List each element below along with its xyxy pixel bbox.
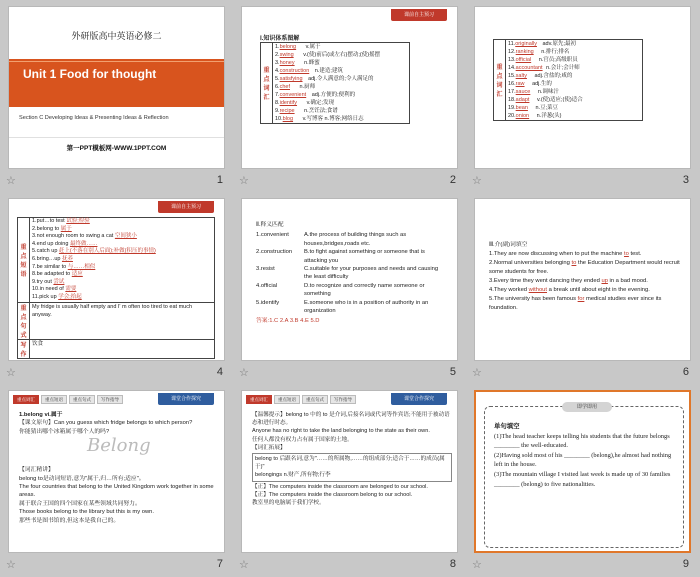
table-row: 6.chef n.厨师 [273, 83, 410, 91]
table-row: 19.bean n.豆;菜豆 [506, 104, 643, 112]
slide-number: 5 [449, 366, 456, 378]
table-row: 7.convenient adj.方便的;便利的 [273, 91, 410, 99]
section-heading: Ⅰ.知识体系图解 [260, 36, 300, 42]
list-item: 2.construction B.to fight against something or someone that is attacking you [256, 249, 425, 264]
vocab-table [260, 42, 410, 124]
phrase-list [30, 218, 215, 303]
tab-writing[interactable]: 写作指导 [97, 395, 123, 404]
slide-5-footer [233, 363, 466, 383]
slide-7-footer [0, 555, 233, 575]
list-item: 1.They are now discussing when to put the machine to test. [489, 251, 642, 257]
table-row: 10.blog v.写博客 n.博客;网络日志 [273, 115, 410, 124]
slide-number: 4 [216, 366, 223, 378]
table-row: 20.onion n.洋葱(头) [506, 112, 643, 121]
tab-vocab[interactable]: 重点词汇 [246, 395, 272, 404]
text-line: 你能猜出哪个冰箱属于哪个人的吗? [19, 428, 110, 435]
list-item: 9.try out 尝试 [32, 278, 65, 285]
table-row: 11.originally adv.原先;最初 [506, 40, 643, 49]
star-icon[interactable]: ☆ [472, 558, 482, 571]
slide-tab-strip [246, 395, 356, 404]
list-item: 1.convenient A.the process of building things such as houses,bridges,roads etc. [256, 232, 407, 247]
slide-thumbnail-5[interactable] [233, 192, 466, 384]
list-item: 2.Normal universities belonging to the Education Department would recruit some students for free. [489, 260, 680, 275]
star-icon[interactable]: ☆ [6, 174, 16, 187]
text-line: 【词汇精讲】 [19, 467, 54, 474]
slide-number: 1 [216, 174, 223, 186]
table-row: 8.identify v.确定;发现 [273, 99, 410, 107]
lesson-text [252, 411, 452, 507]
tab-sentences[interactable]: 重点句式 [69, 395, 95, 404]
slide-6-canvas[interactable] [474, 198, 691, 361]
star-icon[interactable]: ☆ [239, 558, 249, 571]
slide-1-canvas[interactable] [8, 6, 225, 169]
list-item: 3.not enough room to swing a cat 空间狭小 [32, 233, 137, 240]
slide-tab-strip [13, 395, 123, 404]
slide-number: 3 [682, 174, 689, 186]
text-line: 【温馨提示】belong to 中的 to 是介词,后接名词或代词等作宾语;不能用于被动语态和进行时态。 [252, 412, 450, 427]
tab-sentences[interactable]: 重点句式 [302, 395, 328, 404]
table-row: 14.accountant n.会计;会计师 [506, 64, 643, 72]
slide-number: 7 [216, 558, 223, 570]
section-subtitle: Section C Developing Ideas & Presenting Ideas & Reflection [19, 115, 169, 121]
title-band-line [9, 61, 224, 62]
slide-thumbnail-4[interactable] [0, 192, 233, 384]
text-line: 任何人都没有权力占有属于国家的土地。 [252, 436, 353, 443]
text-line: 【词汇拓展】 [252, 444, 286, 451]
list-item: 6.bring…up 抚养 [32, 255, 73, 262]
slide-1-footer [0, 171, 233, 191]
list-item: 2.belong to 属于 [32, 225, 72, 232]
table-row: 2.swing v.(使)前后(或左右)摆动;(使)摇摆 [273, 51, 410, 59]
list-item: 10.in need of 需要 [32, 286, 77, 293]
text-line: 属于联合王国的四个国家在某些领域共同努力。 [19, 500, 141, 507]
divider [9, 137, 224, 138]
key-sentence: My fridge is usually half empty and I' m often too tired to eat much anyway. [30, 302, 215, 339]
list-item: 7.be similar to 与……相似 [32, 263, 96, 270]
star-icon[interactable]: ☆ [6, 558, 16, 571]
unit-title: Unit 1 Food for thought [23, 67, 157, 81]
slide-3-canvas[interactable] [474, 6, 691, 169]
text-line: The four countries that belong to the United Kingdom work together in some areas. [19, 484, 214, 499]
slide-5-canvas[interactable] [241, 198, 458, 361]
list-item: 11.pick up 学会;拾起 [32, 293, 82, 300]
question: (3)The mountain village I visited last week is made up of 30 families ________ (belong) to five nationalities. [494, 470, 671, 488]
section-tag: 课前自主预习 [391, 9, 447, 21]
table-row: 18.adapt v.(使)适应;(使)适合 [506, 96, 643, 104]
table-row: 3.honey n.蜂蜜 [273, 59, 410, 67]
slide-4-footer [0, 363, 233, 383]
text-line: 【课文原句】Can you guess which fridge belongs to which person? [19, 420, 193, 427]
section-tag: 课堂合作探究 [391, 393, 447, 405]
slide-number: 8 [449, 558, 456, 570]
slide-thumbnail-8[interactable] [233, 384, 466, 576]
table-row: 12.ranking n.排行;排名 [506, 48, 643, 56]
slide-2-canvas[interactable] [241, 6, 458, 169]
text-line: 【正】The computers inside the classroom are belonged to our school. [252, 483, 428, 490]
exercise-text [494, 422, 676, 489]
text-line: Those books belong to the library but this is my own. [19, 509, 155, 516]
list-item: 5.identify E.someone who is in a position of authority in an organization [256, 299, 429, 315]
slide-thumbnail-7[interactable] [0, 384, 233, 576]
tab-phrases[interactable]: 重点短语 [41, 395, 67, 404]
slide-number: 2 [449, 174, 456, 186]
slide-3-footer [466, 171, 699, 191]
section-heading: Ⅱ.释义匹配 [256, 222, 284, 228]
slide-number: 6 [682, 366, 689, 378]
section-tag: 课堂合作探究 [158, 393, 214, 405]
text-line: 【正】The computers inside the classroom belong to our school. [252, 491, 413, 498]
table-label: 重点词汇 [261, 43, 273, 124]
table-label: 重点句式 [18, 302, 30, 339]
slide-thumbnail-3[interactable] [466, 0, 699, 192]
belong-watermark-image: Belong [87, 435, 151, 456]
writing-topic: 饮食 [30, 339, 215, 358]
practice-pill: 即学即用 [562, 402, 612, 412]
slide-9-canvas[interactable] [474, 390, 691, 553]
slide-number: 9 [682, 558, 689, 570]
table-row: 16.raw adj.生的 [506, 80, 643, 88]
star-icon[interactable]: ☆ [239, 366, 249, 379]
exercise-heading: 单句填空 [494, 423, 520, 430]
list-item: 4.official D.to recognize and correctly name someone or something [256, 282, 425, 298]
table-row: 13.official n.官员;高级职员 [506, 56, 643, 64]
slide-thumbnail-6[interactable] [466, 192, 699, 384]
list-item: 8.be adapted to 适应 [32, 271, 83, 278]
text-line: belong to是动词短语,意为"属于,归…所有;适应"。 [19, 475, 145, 482]
list-item: 5.The university has been famous for medical studies ever since its foundation. [489, 296, 662, 311]
text-line: 教室里的电脑属于我们学校。 [252, 500, 325, 507]
answer-key: 答案:1.C 2.A 3.B 4.E 5.D [256, 318, 320, 325]
list-item: 4.end up doing 最终做…… [32, 240, 98, 247]
list-item: 3.resist C.suitable for your purposes and needs and causing the least difficulty [256, 266, 439, 281]
fill-in-exercise [489, 241, 681, 313]
slide-6-footer [466, 363, 699, 383]
slide-7-canvas[interactable] [8, 390, 225, 553]
table-row: 9.recipe n.烹饪法;食谱 [273, 107, 410, 115]
matching-exercise [256, 221, 446, 326]
text-line: belong to 后跟名词,意为"……的所属物,……的组成部分;适合于……的成员(属于)" [255, 456, 445, 471]
book-title: 外研版高中英语必修二 [71, 31, 162, 41]
star-icon[interactable]: ☆ [472, 174, 482, 187]
tab-vocab[interactable]: 重点词汇 [13, 395, 39, 404]
list-item: 3.Every time they went dancing they ended up in a bad mood. [489, 278, 648, 284]
table-row: 1.belong v.属于 [273, 43, 410, 52]
text-line: 那些书是图书馆的,但这本是我自己的。 [19, 517, 120, 524]
vocab-table [493, 39, 643, 121]
table-label: 重点词汇 [494, 40, 506, 121]
slide-2-footer [233, 171, 466, 191]
table-label: 重点短语 [18, 218, 30, 303]
slide-8-footer [233, 555, 466, 575]
section-heading: Ⅲ.介(副)词填空 [489, 242, 528, 248]
table-label: 写作 [18, 339, 30, 358]
table-row: 4.construction n.建造;建筑 [273, 67, 410, 75]
question: (2)Having sold most of his ________ (belong),he almost had nothing left in the house. [494, 451, 672, 469]
list-item: 4.They worked without a break until about eight in the evening. [489, 287, 650, 293]
slide-4-canvas[interactable] [8, 198, 225, 361]
slide-thumbnail-1[interactable] [0, 0, 233, 192]
slide-thumbnail-2[interactable] [233, 0, 466, 192]
section-tag: 课前自主预习 [158, 201, 214, 213]
table-row: 17.sauce n.调味汁 [506, 88, 643, 96]
list-item: 1.put…to test 试验;检验 [32, 218, 90, 224]
slide-thumbnail-9[interactable] [466, 384, 699, 576]
question: (1)The head teacher keeps telling his students that the future belongs ________ the well-educated. [494, 432, 670, 450]
list-item: 5.catch up 赶上(不落在别人后面);补做(积压的事情) [32, 248, 156, 255]
lesson-title: 1.belong vi.属于 [19, 412, 63, 418]
star-icon[interactable]: ☆ [6, 366, 16, 379]
phrase-table [17, 217, 215, 359]
lesson-text [19, 411, 219, 525]
tab-phrases[interactable]: 重点短语 [274, 395, 300, 404]
text-line: belongings n.财产,所有物;行李 [255, 472, 331, 479]
slide-8-canvas[interactable] [241, 390, 458, 553]
expansion-box [252, 453, 452, 482]
table-row: 5.satisfying adj.令人满意的;令人满足的 [273, 75, 410, 83]
text-line: Anyone has no right to take the land belonging to the state as their own. [252, 428, 430, 435]
star-icon[interactable]: ☆ [239, 174, 249, 187]
slide-9-footer [466, 555, 699, 575]
star-icon[interactable]: ☆ [472, 366, 482, 379]
brand-text: 第一PPT模板网-WWW.1PPT.COM [66, 145, 167, 152]
table-row: 15.salty adj.含盐的;咸的 [506, 72, 643, 80]
tab-writing[interactable]: 写作指导 [330, 395, 356, 404]
